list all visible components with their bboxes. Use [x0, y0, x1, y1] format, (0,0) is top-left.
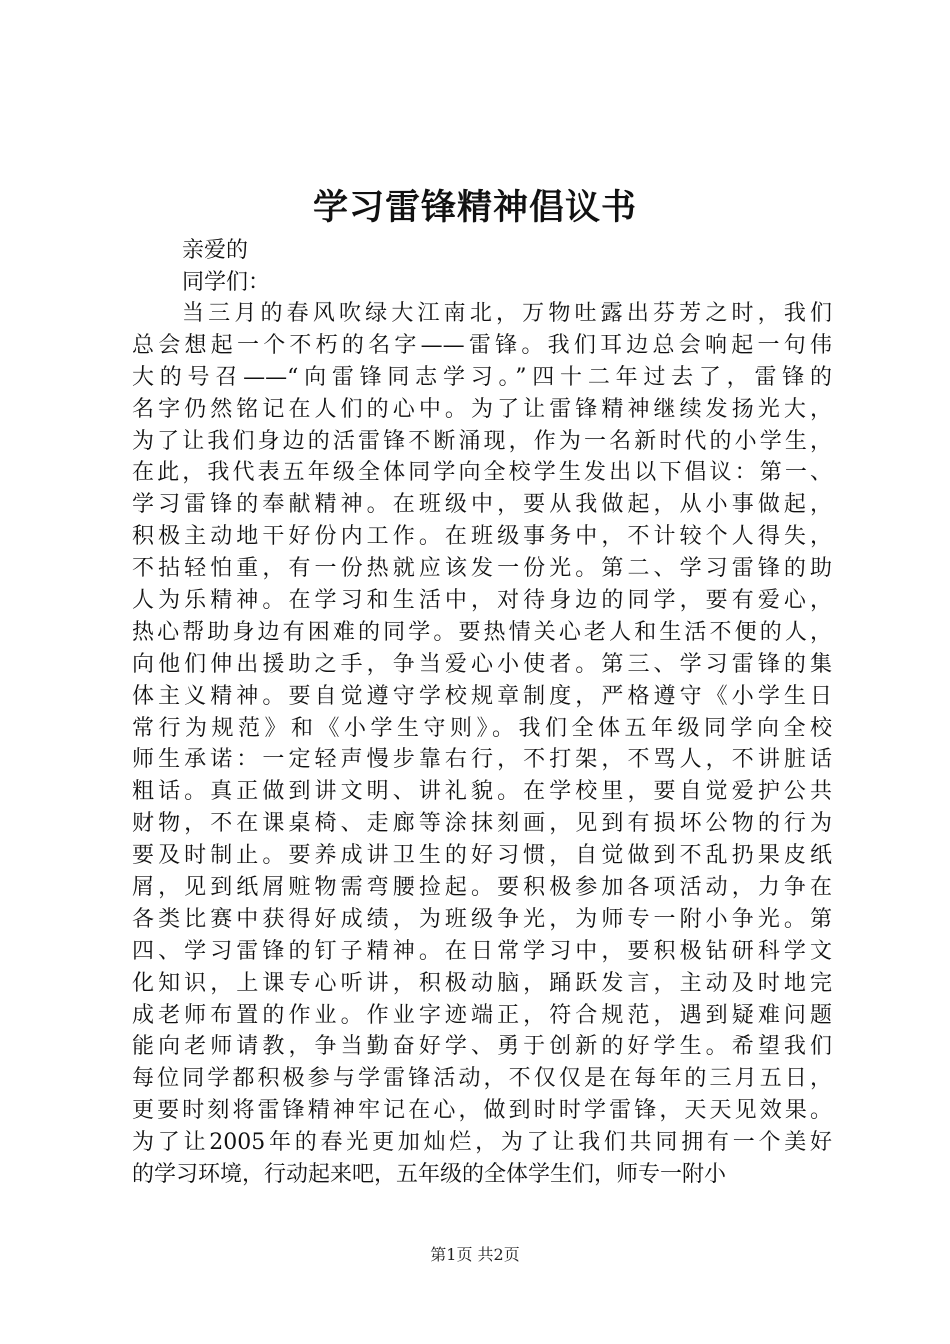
- body-line: 积极主动地干好份内工作。在班级事务中，不计较个人得失，: [132, 524, 832, 550]
- body-line: 成老师布置的作业。作业字迹端正，符合规范，遇到疑难问题: [132, 1002, 832, 1028]
- body-line: 能向老师请教，争当勤奋好学、勇于创新的好学生。希望我们: [132, 1034, 832, 1060]
- body-line: 更要时刻将雷锋精神牢记在心，做到时时学雷锋，天天见效果。: [132, 1098, 832, 1124]
- body-line: 体主义精神。要自觉遵守学校规章制度，严格遵守《小学生日: [132, 683, 832, 709]
- body-line: 为了让我们身边的活雷锋不断涌现，作为一名新时代的小学生，: [132, 428, 832, 454]
- body-line: 当三月的春风吹绿大江南北，万物吐露出芬芳之时，我们: [182, 301, 832, 326]
- document-title: 学习雷锋精神倡议书: [312, 187, 637, 228]
- body-line: 师生承诺：一定轻声慢步靠右行，不打架，不骂人，不讲脏话: [132, 747, 832, 773]
- body-line: 大的号召——“向雷锋同志学习。”四十二年过去了，雷锋的: [132, 364, 832, 390]
- body-line: 粗话。真正做到讲文明、讲礼貌。在学校里，要自觉爱护公共: [132, 779, 832, 805]
- body-line: 的学习环境，行动起来吧，五年级的全体学生们，师专一附小: [132, 1162, 727, 1188]
- body-line: 各类比赛中获得好成绩，为班级争光，为师专一附小争光。第: [132, 906, 832, 932]
- body-line: 总会想起一个不朽的名字——雷锋。我们耳边总会响起一句伟: [132, 332, 832, 358]
- body-line: 在此，我代表五年级全体同学向全校学生发出以下倡议：第一、: [132, 460, 832, 486]
- page-number-footer: 第1页 共2页: [430, 1245, 520, 1264]
- body-line: 名字仍然铭记在人们的心中。为了让雷锋精神继续发扬光大，: [132, 396, 832, 422]
- body-line: 屑，见到纸屑赃物需弯腰捡起。要积极参加各项活动，力争在: [132, 875, 832, 901]
- body-line: 热心帮助身边有困难的同学。要热情关心老人和生活不便的人，: [132, 619, 832, 645]
- body-line: 不拈轻怕重，有一份热就应该发一份光。第二、学习雷锋的助: [132, 556, 832, 582]
- salutation-line-2: 同学们：: [182, 270, 271, 295]
- body-line: 化知识，上课专心听讲，积极动脑，踊跃发言，主动及时地完: [132, 970, 832, 996]
- body-line: 要及时制止。要养成讲卫生的好习惯，自觉做到不乱扔果皮纸: [132, 843, 832, 869]
- body-line: 每位同学都积极参与学雷锋活动，不仅仅是在每年的三月五日，: [132, 1066, 832, 1092]
- body-line: 学习雷锋的奉献精神。在班级中，要从我做起，从小事做起，: [132, 492, 832, 518]
- salutation-line-1: 亲爱的: [182, 238, 249, 263]
- body-line: 为了让2005年的春光更加灿烂，为了让我们共同拥有一个美好: [132, 1130, 832, 1156]
- body-line: 人为乐精神。在学习和生活中，对待身边的同学，要有爱心，: [132, 588, 832, 614]
- body-line: 向他们伸出援助之手，争当爱心小使者。第三、学习雷锋的集: [132, 651, 832, 677]
- body-paragraph: [132, 298, 832, 1191]
- body-line: 四、学习雷锋的钉子精神。在日常学习中，要积极钻研科学文: [132, 938, 832, 964]
- body-line: 常行为规范》和《小学生守则》。我们全体五年级同学向全校: [132, 715, 832, 741]
- body-line: 财物，不在课桌椅、走廊等涂抹刻画，见到有损坏公物的行为: [132, 811, 832, 837]
